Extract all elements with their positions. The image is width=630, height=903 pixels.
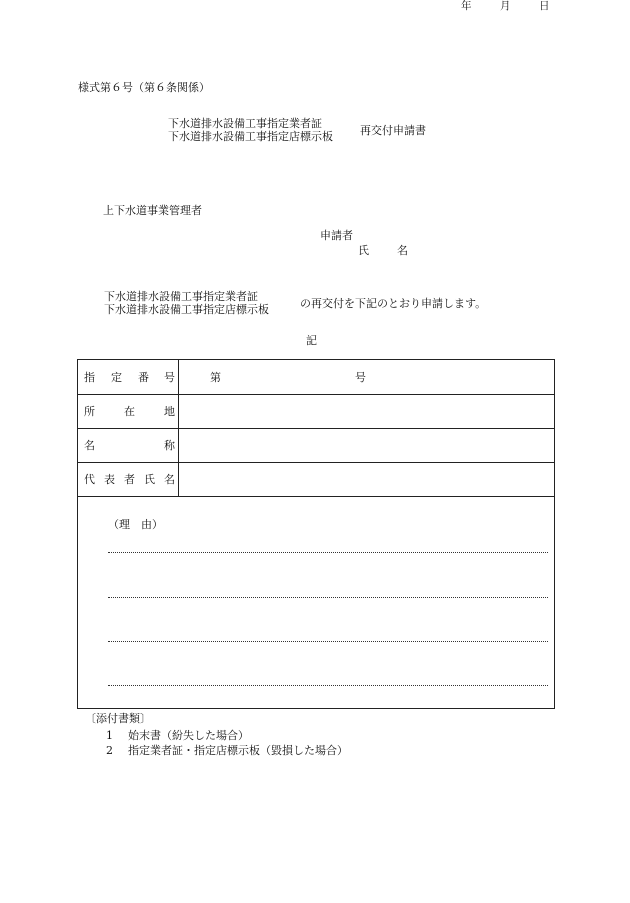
label-representative [78, 462, 179, 496]
request-option-signboard: 下水道排水設備工事指定店標示板 [104, 303, 269, 316]
applicant-label: 申請者 [320, 229, 353, 242]
document-title-options [168, 117, 333, 143]
label-char: 番 [138, 371, 149, 384]
ki-heading: 記 [306, 334, 317, 347]
applicant-name-label-2: 名 [397, 244, 408, 257]
attachment-number: 2 [106, 744, 113, 757]
reason-line-4[interactable] [108, 685, 548, 686]
designation-number-field[interactable] [228, 364, 348, 390]
title-option-signboard: 下水道排水設備工事指定店標示板 [168, 130, 333, 143]
document-title-suffix: 再交付申請書 [360, 124, 426, 137]
label-char: 氏 [144, 473, 155, 486]
label-char: 所 [84, 405, 95, 418]
label-char: 表 [104, 473, 115, 486]
label-designation-number [78, 360, 179, 394]
label-char: 名 [164, 473, 175, 486]
label-char: 定 [111, 371, 122, 384]
request-statement: の再交付を下記のとおり申請します。 [300, 297, 487, 310]
application-details-table [77, 359, 555, 709]
date-month-label: 月 [500, 0, 511, 12]
attachment-text: 指定業者証・指定店標示板（毀損した場合） [128, 744, 348, 757]
attachment-number: 1 [106, 729, 113, 742]
label-char: 名 [84, 439, 95, 452]
reason-label: （理 由） [108, 518, 163, 531]
representative-field[interactable] [184, 466, 544, 492]
applicant-name-label-1: 氏 [358, 244, 369, 257]
reason-line-1[interactable] [108, 552, 548, 553]
location-field[interactable] [184, 398, 544, 424]
row-location [78, 394, 554, 429]
attachment-item [106, 729, 249, 742]
attachment-item [106, 744, 348, 757]
date-year-label: 年 [461, 0, 472, 12]
date-day-label: 日 [539, 0, 550, 12]
label-char: 在 [124, 405, 135, 418]
request-option-certificate: 下水道排水設備工事指定業者証 [104, 290, 258, 303]
form-reference: 様式第６号（第６条関係） [78, 81, 210, 94]
label-char: 指 [84, 371, 95, 384]
label-location [78, 394, 179, 428]
business-name-field[interactable] [184, 432, 544, 458]
attachments-title: 〔添付書類〕 [85, 712, 151, 725]
designation-number-suffix: 号 [355, 371, 366, 384]
row-business-name [78, 428, 554, 463]
label-char: 地 [164, 405, 175, 418]
designation-number-prefix: 第 [210, 371, 221, 384]
label-char: 者 [124, 473, 135, 486]
row-designation-number [78, 360, 554, 395]
reason-line-2[interactable] [108, 597, 548, 598]
row-representative [78, 462, 554, 497]
label-char: 称 [164, 439, 175, 452]
reason-line-3[interactable] [108, 641, 548, 642]
addressee: 上下水道事業管理者 [103, 204, 202, 217]
request-options [104, 290, 269, 316]
label-char: 代 [84, 473, 95, 486]
title-option-certificate: 下水道排水設備工事指定業者証 [168, 117, 322, 130]
attachment-text: 始末書（紛失した場合） [128, 729, 249, 742]
label-business-name [78, 428, 179, 462]
label-char: 号 [164, 371, 175, 384]
